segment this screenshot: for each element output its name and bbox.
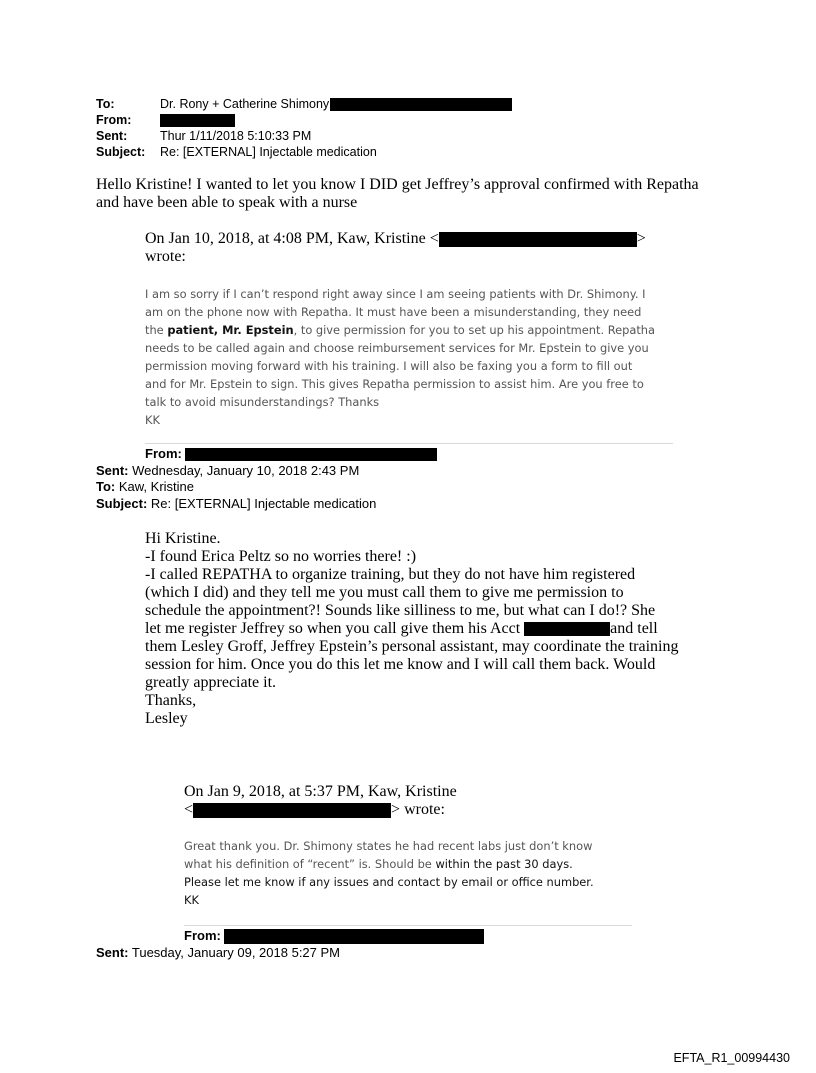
lesley-line-part: let me register Jeffrey so when you call give them his Acct	[145, 620, 521, 637]
fwd1-to-label: To:	[96, 479, 116, 494]
quote2-attrib-line: On Jan 9, 2018, at 5:37 PM, Kaw, Kristine	[184, 783, 457, 800]
quote2-attrib-line2: < > wrote:	[184, 801, 445, 818]
fwd1-subject-row	[96, 496, 696, 513]
quote2-line-part: within the past 30 days.	[435, 857, 573, 871]
to-value: Dr. Rony + Catherine Shimony	[160, 97, 330, 111]
quote2-attribution	[184, 783, 684, 819]
lesley-line: session for him. Once you do this let me know and I will call them back. Would	[145, 656, 656, 673]
redaction-block	[193, 803, 391, 818]
quote1-bold: patient, Mr. Epstein	[167, 323, 294, 337]
header-subject-row	[96, 144, 736, 160]
to-label: To:	[96, 97, 115, 111]
lesley-line: -I called REPATHA to organize training, but they do not have him registered	[145, 566, 636, 583]
fwd1-sent-value: Wednesday, January 10, 2018 2:43 PM	[128, 462, 360, 478]
lesley-signature: Lesley	[145, 710, 188, 727]
reply-line: and have been able to speak with a nurse	[96, 194, 358, 211]
quote2-line-part: what his definition of “recent” is. Should be	[184, 857, 436, 871]
fwd2-from-label: From:	[184, 928, 221, 943]
quote1-attrib-text: On Jan 10, 2018, at 4:08 PM, Kaw, Kristine	[145, 230, 426, 247]
sent-label: Sent:	[96, 129, 128, 143]
lesley-line: schedule the appointment?! Sounds like silliness to me, but what can I do!? She	[145, 602, 656, 619]
reply-line: Hello Kristine! I wanted to let you know I DID get Jeffrey’s approval confirmed with Repatha	[96, 176, 699, 193]
redaction-block	[224, 929, 484, 944]
header-from-row	[96, 112, 736, 128]
quote2-signature: KK	[184, 893, 199, 907]
lesley-line: Thanks,	[145, 692, 197, 709]
quote1-wrote: wrote:	[145, 248, 186, 265]
lesley-line: them Lesley Groff, Jeffrey Epstein’s personal assistant, may coordinate the training	[145, 638, 679, 655]
quote1-line: needs to be called again and choose reimbursement services for Mr. Epstein to give you	[145, 341, 649, 355]
header-sent-row	[96, 128, 736, 144]
fwd1-to-row	[96, 479, 696, 496]
fwd1-subject-value: Re: [EXTERNAL] Injectable medication	[147, 495, 377, 511]
lesley-line: greatly appreciate it.	[145, 674, 277, 691]
fwd1-sent-row	[96, 463, 696, 480]
fwd2-sent-row	[96, 945, 696, 962]
lesley-line	[145, 620, 705, 638]
quote2-line	[184, 855, 644, 873]
quote2-line: Great thank you. Dr. Shimony states he had recent labs just don’t know	[184, 839, 593, 853]
lesley-line-part: and tell	[610, 620, 658, 637]
email-header	[96, 96, 736, 160]
header-to-row	[96, 96, 736, 112]
quote2-line: Please let me know if any issues and contact by email or office number.	[184, 875, 594, 889]
divider	[184, 925, 632, 926]
quote2-wrote: wrote:	[404, 801, 445, 818]
divider	[145, 443, 673, 444]
lesley-line: -I found Erica Peltz so no worries there! :)	[145, 548, 417, 565]
fwd1-from-row	[96, 446, 696, 463]
quote1-line-part: the	[145, 323, 168, 337]
subject-value: Re: [EXTERNAL] Injectable medication	[160, 145, 377, 159]
quote1-line	[145, 321, 685, 339]
reply-body	[96, 176, 776, 212]
redaction-block	[439, 232, 637, 247]
redaction-block	[160, 114, 235, 127]
quote1-body	[145, 285, 685, 429]
quote1-attribution	[145, 230, 705, 266]
lesley-line: (which I did) and they tell me you must call them to give me permission to	[145, 584, 624, 601]
fwd2-sent-value: Tuesday, January 09, 2018 5:27 PM	[128, 944, 341, 960]
quote1-line: talk to avoid misunderstandings? Thanks	[145, 395, 380, 409]
quote2-body	[184, 837, 644, 909]
redaction-block	[524, 622, 610, 636]
fwd2-sent-label: Sent:	[96, 944, 129, 960]
fwd2-from-row	[96, 928, 696, 945]
fwd1-subject-label: Subject:	[96, 495, 148, 511]
redaction-block	[330, 98, 512, 111]
quote1-line: am on the phone now with Repatha. It must have been a misunderstanding, they need	[145, 305, 642, 319]
quote1-attrib-line: On Jan 10, 2018, at 4:08 PM, Kaw, Kristine < >	[145, 230, 646, 247]
fwd1-from-label: From:	[145, 446, 182, 461]
forwarded-header-2	[96, 928, 696, 961]
fwd1-sent-label: Sent:	[96, 462, 129, 478]
bates-number: EFTA_R1_00994430	[673, 1051, 790, 1065]
quote1-signature: KK	[145, 413, 160, 427]
quote1-line: and for Mr. Epstein to sign. This gives Repatha permission to assist him. Are you free to	[145, 377, 644, 391]
redaction-block	[185, 448, 437, 461]
from-label: From:	[96, 113, 132, 127]
fwd1-to-value: Kaw, Kristine	[115, 479, 195, 494]
lesley-message	[145, 530, 705, 728]
quote1-line: permission moving forward with his training. I will also be faxing you a form to fill out	[145, 359, 633, 373]
quote1-line: I am so sorry if I can’t respond right away since I am seeing patients with Dr. Shimony. I	[145, 287, 646, 301]
sent-value: Thur 1/11/2018 5:10:33 PM	[160, 129, 312, 143]
quote1-line-part: , to give permission for you to set up his appointment. Repatha	[293, 323, 656, 337]
lesley-line: Hi Kristine.	[145, 530, 221, 547]
subject-label: Subject:	[96, 145, 146, 159]
forwarded-header-1	[96, 446, 696, 512]
